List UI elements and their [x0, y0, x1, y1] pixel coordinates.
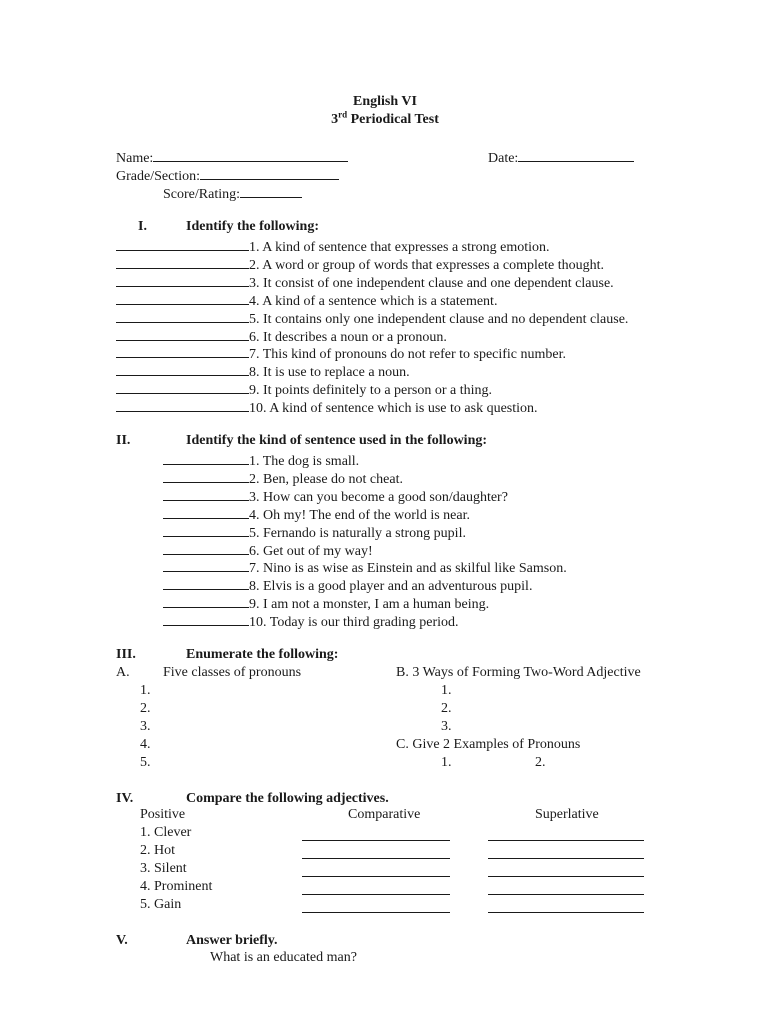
part-a-item: 5. — [140, 755, 151, 770]
answer-blank[interactable] — [163, 469, 249, 483]
part-a-item: 2. — [140, 701, 151, 716]
comparative-blank[interactable] — [302, 858, 450, 859]
sentence-item-text: 8. Elvis is a good player and an adventurous pupil. — [249, 579, 533, 595]
sentence-item-text: 9. I am not a monster, I am a human being. — [249, 597, 490, 613]
identify-item — [116, 344, 566, 363]
superlative-blank[interactable] — [488, 858, 644, 859]
superlative-blank[interactable] — [488, 894, 644, 895]
part-a-label: Five classes of pronouns — [163, 665, 302, 680]
sentence-item — [163, 451, 359, 470]
sentence-item — [163, 576, 532, 595]
answer-blank[interactable] — [163, 576, 249, 590]
comparative-blank[interactable] — [302, 840, 450, 841]
identify-item — [116, 380, 492, 399]
answer-blank[interactable] — [163, 594, 249, 608]
answer-blank[interactable] — [116, 327, 249, 341]
part-b-item: 2. — [441, 701, 452, 716]
section-4-numeral: IV. — [116, 791, 134, 806]
identify-item-text: 5. It contains only one independent clause and no dependent clause. — [249, 311, 629, 327]
part-a-item: 1. — [140, 683, 151, 698]
sentence-item-text: 7. Nino is as wise as Einstein and as skilful like Samson. — [249, 561, 567, 577]
answer-blank[interactable] — [116, 398, 249, 412]
date-field: Date: — [488, 148, 634, 167]
identify-item-text: 2. A word or group of words that expresses a complete thought. — [249, 257, 604, 273]
test-subtitle: 3rd Periodical Test — [331, 109, 439, 127]
identify-item — [116, 309, 628, 328]
answer-blank[interactable] — [116, 344, 249, 358]
section-2-heading: Identify the kind of sentence used in the following: — [186, 433, 488, 448]
sentence-item — [163, 594, 489, 613]
answer-blank[interactable] — [116, 237, 249, 251]
answer-blank[interactable] — [116, 273, 249, 287]
comparative-blank[interactable] — [302, 894, 450, 895]
section-1-heading: Identify the following: — [186, 219, 319, 234]
identify-item — [116, 362, 410, 381]
section-5-question: What is an educated man? — [210, 950, 357, 965]
identify-item-text: 3. It consist of one independent clause and one dependent clause. — [249, 275, 614, 291]
answer-blank[interactable] — [116, 309, 249, 323]
superlative-blank[interactable] — [488, 840, 644, 841]
answer-blank[interactable] — [163, 523, 249, 537]
grade-section-field: Grade/Section: — [116, 166, 339, 185]
identify-item — [116, 327, 447, 346]
answer-blank[interactable] — [163, 612, 249, 626]
identify-item — [116, 255, 604, 274]
answer-blank[interactable] — [163, 505, 249, 519]
sentence-item — [163, 541, 373, 560]
identify-item — [116, 291, 497, 310]
adjective-positive: 4. Prominent — [140, 879, 213, 894]
adjective-positive: 3. Silent — [140, 861, 187, 876]
part-b-label: B. 3 Ways of Forming Two-Word Adjective — [396, 665, 641, 680]
answer-blank[interactable] — [163, 487, 249, 501]
part-a-item: 3. — [140, 719, 151, 734]
identify-item-text: 4. A kind of a sentence which is a statement. — [249, 293, 498, 309]
answer-blank[interactable] — [116, 380, 249, 394]
sentence-item — [163, 558, 567, 577]
superlative-blank[interactable] — [488, 876, 644, 877]
section-3-numeral: III. — [116, 647, 136, 662]
adjective-positive: 2. Hot — [140, 843, 175, 858]
sentence-item-text: 4. Oh my! The end of the world is near. — [249, 507, 470, 523]
identify-item — [116, 398, 538, 417]
sentence-item — [163, 487, 508, 506]
sentence-item — [163, 523, 466, 542]
answer-blank[interactable] — [116, 362, 249, 376]
section-5-numeral: V. — [116, 933, 128, 948]
part-a-item: 4. — [140, 737, 151, 752]
identify-item-text: 7. This kind of pronouns do not refer to specific number. — [249, 347, 567, 363]
identify-item — [116, 237, 550, 256]
answer-blank[interactable] — [116, 255, 249, 269]
answer-blank[interactable] — [116, 291, 249, 305]
superlative-blank[interactable] — [488, 912, 644, 913]
answer-blank[interactable] — [163, 451, 249, 465]
adjective-positive: 1. Clever — [140, 825, 192, 840]
part-c-item: 2. — [535, 755, 546, 770]
part-b-item: 1. — [441, 683, 452, 698]
identify-item-text: 9. It points definitely to a person or a thing. — [249, 383, 493, 399]
score-rating-field: Score/Rating: — [163, 184, 302, 203]
answer-blank[interactable] — [163, 541, 249, 555]
section-5-heading: Answer briefly. — [186, 933, 278, 948]
identify-item — [116, 273, 614, 292]
part-c-item: 1. — [441, 755, 452, 770]
identify-item-text: 8. It is use to replace a noun. — [249, 365, 410, 381]
section-2-numeral: II. — [116, 433, 131, 448]
part-b-item: 3. — [441, 719, 452, 734]
part-c-label: C. Give 2 Examples of Pronouns — [396, 737, 581, 752]
sentence-item — [163, 505, 470, 524]
section-4-heading: Compare the following adjectives. — [186, 791, 389, 806]
sentence-item-text: 6. Get out of my way! — [249, 543, 373, 559]
col-comparative-header: Comparative — [348, 807, 421, 822]
col-positive-header: Positive — [140, 807, 186, 822]
section-3-heading: Enumerate the following: — [186, 647, 339, 662]
answer-blank[interactable] — [163, 558, 249, 572]
identify-item-text: 10. A kind of sentence which is use to ask question. — [249, 401, 538, 417]
sentence-item — [163, 612, 459, 631]
part-a-letter: A. — [116, 665, 130, 680]
name-field: Name: — [116, 148, 348, 167]
sentence-item-text: 5. Fernando is naturally a strong pupil. — [249, 525, 466, 541]
sentence-item — [163, 469, 403, 488]
identify-item-text: 6. It describes a noun or a pronoun. — [249, 329, 447, 345]
identify-item-text: 1. A kind of sentence that expresses a strong emotion. — [249, 240, 550, 255]
sentence-item-text: 3. How can you become a good son/daughter? — [249, 489, 508, 505]
sentence-item-text: 10. Today is our third grading period. — [249, 615, 459, 631]
comparative-blank[interactable] — [302, 876, 450, 877]
sentence-item-text: 1. The dog is small. — [249, 454, 360, 469]
col-superlative-header: Superlative — [535, 807, 599, 822]
sentence-item-text: 2. Ben, please do not cheat. — [249, 471, 403, 487]
comparative-blank[interactable] — [302, 912, 450, 913]
adjective-positive: 5. Gain — [140, 897, 182, 912]
section-1-numeral: I. — [138, 219, 147, 234]
test-title: English VI — [353, 94, 417, 109]
